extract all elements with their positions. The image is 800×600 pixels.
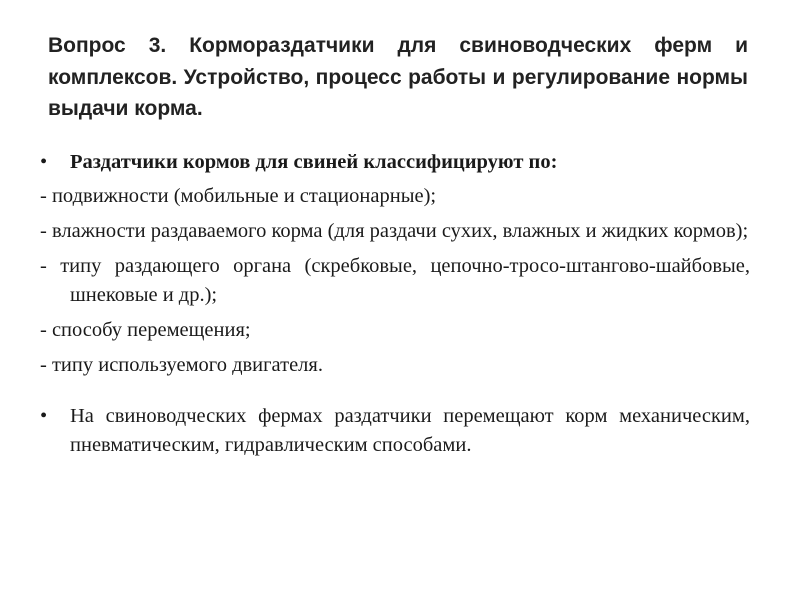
bullet-marker: • bbox=[40, 151, 48, 173]
bullet-methods bbox=[40, 402, 750, 460]
classification-item-moisture: - влажности раздаваемого корма (для раздачи сухих, влажных и жидких кормов); bbox=[40, 220, 749, 242]
slide-body bbox=[40, 148, 750, 460]
classification-item-movement: - способу перемещения; bbox=[40, 319, 251, 341]
classification-heading: Раздатчики кормов для свиней классифицируют по: bbox=[70, 151, 558, 173]
classification-item-mobility: - подвижности (мобильные и стационарные); bbox=[40, 185, 437, 207]
classification-item-engine: - типу используемого двигателя. bbox=[40, 354, 323, 376]
slide-title: Вопрос 3. Кормораздатчики для свиноводческих ферм и комплексов. Устройство, процесс работы и регулирование нормы выдачи корма. bbox=[48, 34, 748, 120]
bullet-classification bbox=[40, 148, 750, 177]
classification-item-organ-type: - типу раздающего органа (скребковые, цепочно-тросо-штангово-шайбовые, шнековые и др.); bbox=[40, 255, 750, 306]
bullet-marker: • bbox=[40, 405, 48, 427]
methods-text: На свиноводческих фермах раздатчики перемещают корм механическим, пневматическим, гидравлическим способами. bbox=[70, 405, 750, 456]
